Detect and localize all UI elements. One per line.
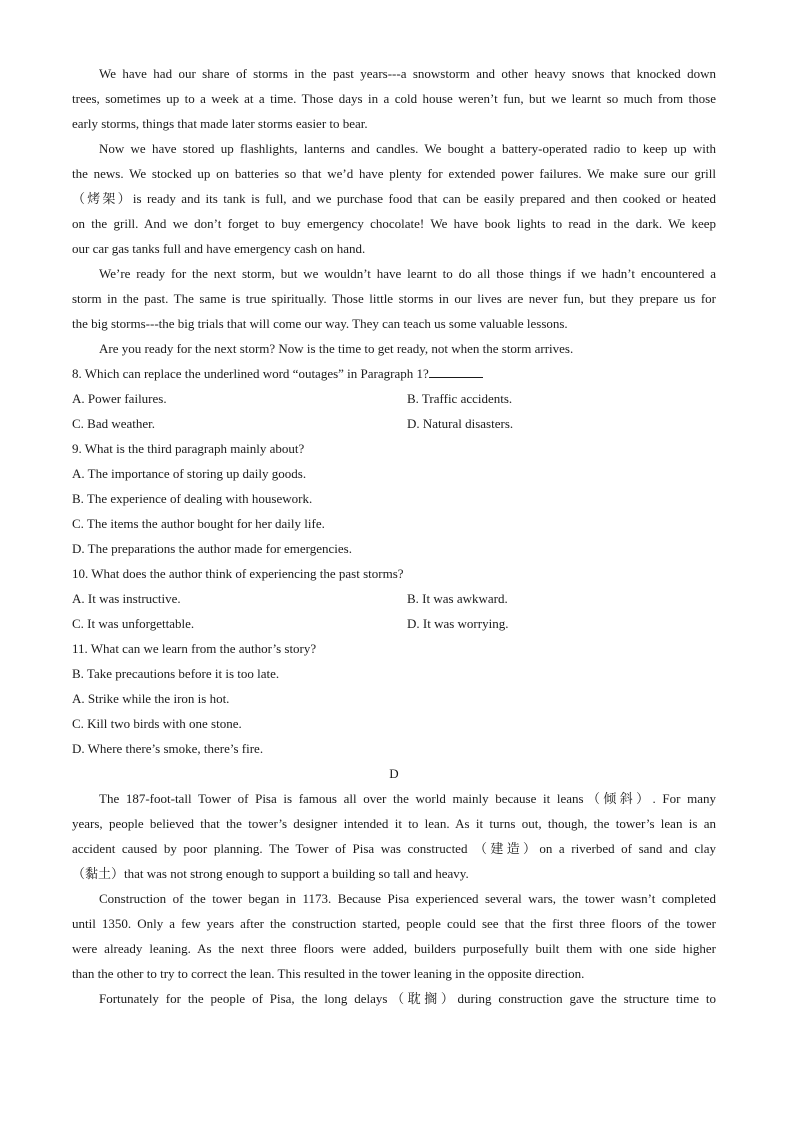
question-9-stem: 9. What is the third paragraph mainly about? xyxy=(72,441,305,456)
passage-c-p2-line4: on the grill. And we don’t forget to buy emergency chocolate! We have book lights to read in the dark. We keep xyxy=(72,216,716,231)
passage-d-p2-line1: Construction of the tower began in 1173. Because Pisa experienced several wars, the tower wasn’t completed xyxy=(99,891,716,906)
option-a[interactable]: A. Power failures. xyxy=(72,391,167,406)
passage-d-p1-line3: accident caused by poor planning. The Tower of Pisa was constructed （建造）on a riverbed of sand and clay xyxy=(72,841,716,856)
document-content xyxy=(72,61,716,1011)
question-8-options-row1 xyxy=(72,386,716,411)
passage-c-p3-line2: storm in the past. The same is true spiritually. Those little storms in our lives are never fun, but they prepare us for xyxy=(72,291,716,306)
passage-d-p2-line2: until 1350. Only a few years after the construction started, people could see that the first three floors of the tower xyxy=(72,916,716,931)
option-d[interactable]: D. Natural disasters. xyxy=(407,416,514,431)
passage-c-p3-line1: We’re ready for the next storm, but we wouldn’t have learnt to do all those things if we hadn’t encountered a xyxy=(99,266,716,281)
passage-c-p2-line5: our car gas tanks full and have emergency cash on hand. xyxy=(72,241,366,256)
section-heading: D xyxy=(389,766,399,781)
question-10-options-row2 xyxy=(72,611,716,636)
passage-d-p1-line1: The 187-foot-tall Tower of Pisa is famous all over the world mainly because it leans（倾斜）. For many xyxy=(99,791,716,806)
question-10-stem: 10. What does the author think of experiencing the past storms? xyxy=(72,566,404,581)
question-8-options-row2 xyxy=(72,411,716,436)
option-b[interactable]: B. The experience of dealing with housework. xyxy=(72,491,313,506)
option-d[interactable]: D. Where there’s smoke, there’s fire. xyxy=(72,741,264,756)
passage-d-p2-line3: were already leaning. As the next three floors were added, builders purposefully built them with one side higher xyxy=(72,941,716,956)
passage-c-p1-line3: early storms, things that made later storms easier to bear. xyxy=(72,116,368,131)
option-d[interactable]: D. It was worrying. xyxy=(407,616,509,631)
passage-c-p1-line2: trees, sometimes up to a week at a time. Those days in a cold house weren’t fun, but we learnt so much from those xyxy=(72,91,716,106)
passage-c-p3-line3: the big storms---the big trials that will come our way. They can teach us some valuable lessons. xyxy=(72,316,568,331)
passage-c-p4-line1: Are you ready for the next storm? Now is the time to get ready, not when the storm arrives. xyxy=(99,341,574,356)
question-8-text: 8. Which can replace the underlined word “outages” in Paragraph 1? xyxy=(72,366,429,381)
option-b[interactable]: B. Take precautions before it is too late. xyxy=(72,666,280,681)
question-11-stem: 11. What can we learn from the author’s story? xyxy=(72,641,317,656)
passage-c-p1-line1: We have had our share of storms in the past years---a snowstorm and other heavy snows that knocked down xyxy=(99,66,716,81)
passage-d-p1-line2: years, people believed that the tower’s designer intended it to lean. As it turns out, though, the tower’s lean is an xyxy=(72,816,716,831)
answer-blank xyxy=(429,363,483,378)
passage-d-p2-line4: than the other to try to correct the lean. This resulted in the tower leaning in the opposite direction. xyxy=(72,966,585,981)
option-b[interactable]: B. It was awkward. xyxy=(407,591,508,606)
passage-c-p2-line2: the news. We stocked up on batteries so that we’d have plenty for extended power failures. We make sure our grill xyxy=(72,166,716,181)
option-d[interactable]: D. The preparations the author made for emergencies. xyxy=(72,541,352,556)
option-c[interactable]: C. It was unforgettable. xyxy=(72,616,195,631)
option-b[interactable]: B. Traffic accidents. xyxy=(407,391,513,406)
passage-c-p2-line1: Now we have stored up flashlights, lanterns and candles. We bought a battery-operated radio to keep up with xyxy=(99,141,716,156)
question-8-stem xyxy=(72,361,716,386)
option-c[interactable]: C. Bad weather. xyxy=(72,416,156,431)
passage-d-p3-line1: Fortunately for the people of Pisa, the long delays（耽搁）during construction gave the structure time to xyxy=(99,991,716,1006)
option-a[interactable]: A. It was instructive. xyxy=(72,591,181,606)
passage-d-p1-line4: （黏土）that was not strong enough to support a building so tall and heavy. xyxy=(72,866,469,881)
option-c[interactable]: C. The items the author bought for her daily life. xyxy=(72,516,325,531)
question-10-options-row1 xyxy=(72,586,716,611)
option-c[interactable]: C. Kill two birds with one stone. xyxy=(72,716,242,731)
passage-c-p2-line3: （烤架）is ready and its tank is full, and we purchase food that can be easily prepared and then cooked or heated xyxy=(72,191,716,206)
option-a[interactable]: A. The importance of storing up daily goods. xyxy=(72,466,307,481)
option-a[interactable]: A. Strike while the iron is hot. xyxy=(72,691,230,706)
